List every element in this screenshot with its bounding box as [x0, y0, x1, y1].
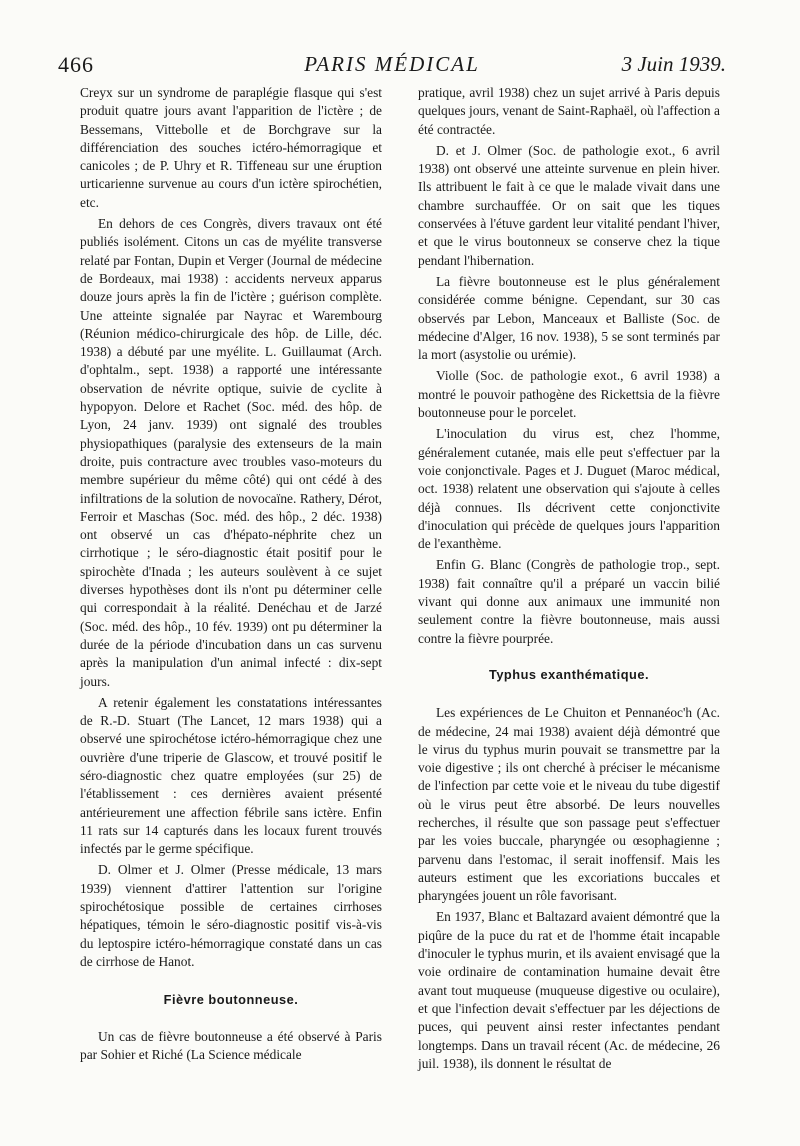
paragraph: Un cas de fièvre boutonneuse a été observé à Paris par Sohier et Riché (La Science médicale	[80, 1028, 382, 1062]
paragraph: En dehors de ces Congrès, divers travaux ont été publiés isolément. Citons un cas de myélite transverse relaté par Fontan, Dupin et Verger (Journal de médecine de Bordeaux, mai 1938) : accidents nerveux apparus douze jours après la fin de l'ictère ; guérison complète. Une atteinte signalée par Nayrac et Warembourg (Réunion médico-chirurgicale des hôp. de Lille, déc. 1938) a débuté par une myélite. L. Guillaumat (Arch. d'ophtalm., sept. 1938) a rapporté une intéressante observation de névrite optique, suivie de cyclite à hypopyon. Delore et Rachet (Soc. méd. des hôp. de Lyon, 24 janv. 1939) ont signalé des troubles physiopathiques (paralysie des extenseurs de la main droite, puis contracture avec troubles vaso-moteurs du membre supérieur du même côté) qui ont cédé à des infiltrations de la solution de novocaïne. Rathery, Dérot, Ferroir et Maschas (Soc. méd. des hôp., 2 déc. 1938) ont observé un cas d'hépato-néphrite chez un cirrhotique ; le séro-diagnostic était positif pour le spirochète d'Inada ; les auteurs soulèvent à ce sujet diverses hypothèses dont ils n'ont pu déterminer celle qui correspondait à la réalité. Denéchau et de Jarzé (Soc. méd. des hôp., 10 fév. 1939) ont pu déterminer la durée de la période d'incubation dans un cas survenu après la manipulation d'un animal infecté : dix-sept jours.	[80, 216, 382, 689]
paragraph: pratique, avril 1938) chez un sujet arrivé à Paris depuis quelques jours, venant de Saint-Raphaël, où l'affection a été contractée.	[418, 85, 720, 137]
paragraph: Violle (Soc. de pathologie exot., 6 avril 1938) a montré le pouvoir pathogène des Rickettsia de la fièvre boutonneuse pour le porcelet.	[418, 368, 720, 421]
paragraph: Enfin G. Blanc (Congrès de pathologie trop., sept. 1938) fait connaître qu'il a préparé un vaccin bilié vivant qui donne aux animaux une immunité non seulement contre la fièvre boutonneuse, mais aussi contre la fièvre pourprée.	[418, 557, 720, 646]
paragraph: D. et J. Olmer (Soc. de pathologie exot., 6 avril 1938) ont observé une atteinte survenue en plein hiver. Ils attribuent le fait à ce que le malade vivait dans une chambre surchauffée. Or on sait que les tiques conservées à l'étuve gardent leur vitalité pendant l'hiver, et que le virus boutonneux se conserve chez la tique pendant l'hibernation.	[418, 142, 720, 268]
paragraph: En 1937, Blanc et Baltazard avaient démontré que la piqûre de la puce du rat et de l'homme était incapable d'inoculer le typhus murin, et ils avaient envisagé que la voie ordinaire de contamination humaine devait être avant tout muqueuse (muqueuse digestive ou oculaire), et que l'infection devait s'effectuer par les déjections de puces, qui peuvent ainsi rester infectantes pendant longtemps. Dans un travail récent (Ac. de médecine, 26 juil. 1938), ils donnent le résultat de	[418, 909, 720, 1071]
section-heading: Typhus exanthématique.	[488, 666, 650, 682]
issue-date: 3 Juin 1939.	[621, 52, 726, 76]
paragraph: L'inoculation du virus est, chez l'homme, généralement cutanée, mais elle peut s'effectuer par la voie conjonctivale. Pages et J. Duguet (Maroc médical, oct. 1938) relatent une observation qui s'ajoute à celles déjà connues. Ils décrivent cette conjonctivite d'inoculation qui précède de quelques jours l'apparition de l'exanthème.	[418, 426, 720, 552]
paragraph: D. Olmer et J. Olmer (Presse médicale, 13 mars 1939) viennent d'attirer l'attention sur l'origine spirochétosique possible de certaines cirrhoses hépatiques, témoin le séro-diagnostic positif vis-à-vis du leptospire ictéro-hémorragique constaté dans un cas de cirrhose de Hanot.	[80, 862, 382, 969]
left-column	[80, 84, 382, 1064]
page-header	[58, 52, 726, 82]
page-number: 466	[58, 52, 94, 77]
paragraph: Les expériences de Le Chuiton et Pennanéoc'h (Ac. de médecine, 24 mai 1938) avaient déjà démontré que le virus du typhus murin pouvait se transmettre par la voie digestive ; ils ont cherché à préciser le mécanisme de l'infection par cette voie et le niveau du tube digestif où le virus peut être absorbé. De leurs nouvelles recherches, il résulte que son passage peut s'effectuer par les voies buccale, pharyngée ou œsophagienne ; parvenu dans l'estomac, il serait inoffensif. Mais les auteurs estiment que les excoriations buccales et pharyngées jouent un rôle favorisant.	[418, 705, 720, 904]
paragraph: A retenir également les constatations intéressantes de R.-D. Stuart (The Lancet, 12 mars 1938) qui a observé une spirochétose ictéro-hémorragique chez une ouvrière d'une triperie de Glascow, et trouvé positif le séro-diagnostic chez quatre employées (sur 25) de l'établissement : ces dernières avaient présenté antérieurement une affection fébrile sans ictère. Enfin 11 rats sur 14 capturés dans les locaux furent trouvés infectés par le germe spécifique.	[80, 694, 382, 857]
section-heading: Fièvre boutonneuse.	[163, 992, 299, 1008]
right-column	[418, 84, 720, 1073]
paragraph: Creyx sur un syndrome de paraplégie flasque qui s'est produit quatre jours avant l'apparition de l'ictère ; de Bessemans, Vittebolle et de Borchgrave sur la différenciation des souches ictéro-hémorragique et canicoles ; de P. Uhry et R. Tiffeneau sur une éruption urticarienne survenue au cours d'un ictère spirochétien, etc.	[80, 85, 382, 210]
journal-title: PARIS MÉDICAL	[304, 52, 480, 76]
paragraph: La fièvre boutonneuse est le plus généralement considérée comme bénigne. Cependant, sur 30 cas observés par Lebon, Manceaux et Balliste (Soc. de médecine d'Alger, 16 nov. 1938), 5 se sont terminés par la mort (asystolie ou urémie).	[418, 273, 720, 363]
